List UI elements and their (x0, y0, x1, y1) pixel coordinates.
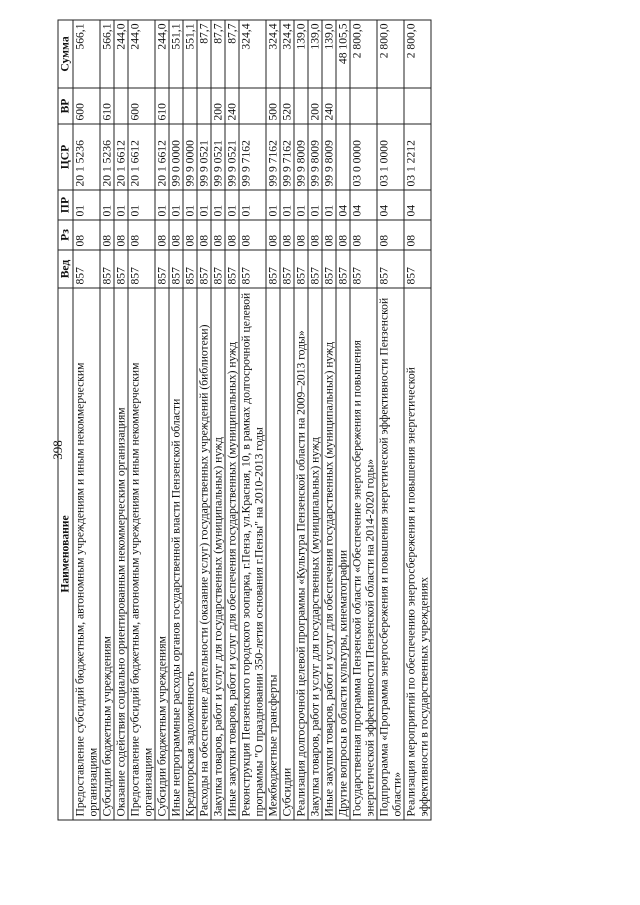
cell-vr: 200 (211, 88, 225, 124)
cell-ved: 857 (377, 250, 404, 288)
cell-ved: 857 (225, 250, 239, 288)
cell-name: Реализация долгосрочной целевой программы «Культура Пензенской области на 2009–2013 годы» (294, 288, 308, 820)
cell-ved: 857 (211, 250, 225, 288)
cell-sum: 566,1 (73, 20, 100, 88)
cell-ved: 857 (308, 250, 322, 288)
cell-pr: 04 (404, 190, 431, 220)
cell-rz: 08 (404, 220, 431, 250)
cell-name: Оказание содействия социально ориентированным некоммерческим организациям (114, 288, 128, 820)
cell-name: Государственная программа Пензенской области «Обеспечение энергосбережения и повышения энергетической эффективности Пензенской области на 2014-2020 годы» (350, 288, 377, 820)
cell-name: Закупка товаров, работ и услуг для государственных (муниципальных) нужд (211, 288, 225, 820)
cell-csr: 20 1 6612 (114, 124, 128, 190)
table-row (73, 20, 100, 820)
cell-pr: 01 (266, 190, 280, 220)
cell-sum: 2 800,0 (350, 20, 377, 88)
cell-vr: 500 (266, 88, 280, 124)
table-row (169, 20, 183, 820)
cell-name: Иные закупки товаров, работ и услуг для обеспечения государственных (муниципальных) нужд (225, 288, 239, 820)
cell-ved: 857 (239, 250, 266, 288)
header-rz: Рз (58, 220, 73, 250)
cell-rz: 08 (280, 220, 294, 250)
cell-name: Реализация мероприятий по обеспечению энергосбережения и повышения энергетической эффективности в государственных учреждениях (404, 288, 431, 820)
cell-pr: 01 (183, 190, 197, 220)
table-row (114, 20, 128, 820)
cell-name: Другие вопросы в области культуры, кинематографии (336, 288, 350, 820)
cell-vr: 520 (280, 88, 294, 124)
cell-rz: 08 (100, 220, 114, 250)
cell-csr: 99 9 0000 (183, 124, 197, 190)
cell-ved: 857 (294, 250, 308, 288)
cell-ved: 857 (280, 250, 294, 288)
cell-name: Иные непрограммные расходы органов государственной власти Пензенской области (169, 288, 183, 820)
table-row (183, 20, 197, 820)
cell-name: Реконструкция Пензенского городского зоопарка, г.Пенза, ул.Красная, 10, в рамках долгосрочной целевой программы "О праздновании 350-летия основания г.Пензы" на 2010-2013 годы (239, 288, 266, 820)
cell-sum: 87,7 (211, 20, 225, 88)
header-pr: ПР (58, 190, 73, 220)
cell-vr: 600 (128, 88, 155, 124)
cell-sum: 87,7 (225, 20, 239, 88)
cell-vr (377, 88, 404, 124)
cell-rz: 08 (350, 220, 377, 250)
cell-name: Субсидии (280, 288, 294, 820)
cell-pr: 01 (239, 190, 266, 220)
cell-pr: 01 (100, 190, 114, 220)
cell-ved: 857 (73, 250, 100, 288)
cell-ved: 857 (128, 250, 155, 288)
cell-pr: 01 (155, 190, 169, 220)
cell-pr: 01 (294, 190, 308, 220)
table-row (100, 20, 114, 820)
cell-csr: 99 0 0000 (169, 124, 183, 190)
cell-vr: 610 (155, 88, 169, 124)
cell-ved: 857 (114, 250, 128, 288)
cell-csr: 99 9 8009 (322, 124, 336, 190)
table-row (404, 20, 431, 820)
cell-rz: 08 (377, 220, 404, 250)
cell-ved: 857 (350, 250, 377, 288)
cell-rz: 08 (128, 220, 155, 250)
cell-rz: 08 (183, 220, 197, 250)
table-row (377, 20, 404, 820)
cell-pr: 01 (280, 190, 294, 220)
cell-name: Субсидии бюджетным учреждениям (100, 288, 114, 820)
cell-sum: 2 800,0 (404, 20, 431, 88)
cell-csr: 99 9 0521 (197, 124, 211, 190)
cell-pr: 01 (128, 190, 155, 220)
cell-pr: 01 (73, 190, 100, 220)
cell-name: Кредиторская задолженность (183, 288, 197, 820)
cell-rz: 08 (322, 220, 336, 250)
cell-pr: 04 (377, 190, 404, 220)
cell-sum: 139,0 (294, 20, 308, 88)
cell-pr: 04 (350, 190, 377, 220)
cell-rz: 08 (169, 220, 183, 250)
cell-pr: 01 (169, 190, 183, 220)
cell-rz: 08 (308, 220, 322, 250)
cell-sum: 2 800,0 (377, 20, 404, 88)
cell-sum: 551,1 (183, 20, 197, 88)
header-csr: ЦСР (58, 124, 73, 190)
cell-csr (336, 124, 350, 190)
table-row (350, 20, 377, 820)
cell-rz: 08 (294, 220, 308, 250)
cell-csr: 99 9 0521 (211, 124, 225, 190)
cell-sum: 87,7 (197, 20, 211, 88)
cell-name: Предоставление субсидий бюджетным, автономным учреждениям и иным некоммерческим организациям (73, 288, 100, 820)
cell-csr: 99 9 7162 (239, 124, 266, 190)
cell-rz: 08 (211, 220, 225, 250)
header-vr: ВР (58, 88, 73, 124)
cell-rz: 08 (239, 220, 266, 250)
cell-name: Межбюджетные трансферты (266, 288, 280, 820)
cell-vr (404, 88, 431, 124)
table-row (294, 20, 308, 820)
cell-csr: 03 0 0000 (350, 124, 377, 190)
cell-vr (114, 88, 128, 124)
cell-pr: 01 (197, 190, 211, 220)
cell-name: Предоставление субсидий бюджетным, автономным учреждениям и иным некоммерческим организациям (128, 288, 155, 820)
cell-pr: 01 (225, 190, 239, 220)
cell-sum: 324,4 (280, 20, 294, 88)
cell-name: Расходы на обеспечение деятельности (оказание услуг) государственных учреждений (библиотеки) (197, 288, 211, 820)
cell-csr: 20 1 5236 (100, 124, 114, 190)
table-header (58, 20, 73, 820)
table-row (197, 20, 211, 820)
cell-rz: 08 (266, 220, 280, 250)
cell-csr: 99 9 7162 (280, 124, 294, 190)
table-row (266, 20, 280, 820)
cell-ved: 857 (197, 250, 211, 288)
cell-ved: 857 (404, 250, 431, 288)
table-row (280, 20, 294, 820)
cell-csr: 03 1 2212 (404, 124, 431, 190)
cell-csr: 20 1 5236 (73, 124, 100, 190)
table-row (308, 20, 322, 820)
cell-sum: 139,0 (322, 20, 336, 88)
cell-sum: 566,1 (100, 20, 114, 88)
budget-table (58, 20, 432, 821)
cell-ved: 857 (155, 250, 169, 288)
table-row (239, 20, 266, 820)
cell-csr: 99 9 0521 (225, 124, 239, 190)
table-row (322, 20, 336, 820)
cell-pr: 01 (114, 190, 128, 220)
rotated-budget-table (58, 21, 593, 821)
cell-rz: 08 (197, 220, 211, 250)
cell-csr: 20 1 6612 (155, 124, 169, 190)
cell-pr: 01 (308, 190, 322, 220)
cell-csr: 99 9 8009 (308, 124, 322, 190)
cell-ved: 857 (169, 250, 183, 288)
cell-vr (169, 88, 183, 124)
cell-sum: 139,0 (308, 20, 322, 88)
table-row (155, 20, 169, 820)
cell-ved: 857 (266, 250, 280, 288)
table-row (336, 20, 350, 820)
cell-vr: 240 (225, 88, 239, 124)
page-number: 398 (50, 440, 65, 460)
cell-pr: 01 (322, 190, 336, 220)
cell-vr (336, 88, 350, 124)
cell-rz: 08 (114, 220, 128, 250)
cell-sum: 551,1 (169, 20, 183, 88)
cell-vr (294, 88, 308, 124)
cell-sum: 324,4 (266, 20, 280, 88)
cell-sum: 324,4 (239, 20, 266, 88)
header-sum: Сумма (58, 20, 73, 88)
table-row (128, 20, 155, 820)
header-ved: Вед (58, 250, 73, 288)
cell-sum: 244,0 (155, 20, 169, 88)
cell-sum: 48 105,5 (336, 20, 350, 88)
cell-csr: 99 9 7162 (266, 124, 280, 190)
table-row (211, 20, 225, 820)
cell-vr (183, 88, 197, 124)
cell-vr: 240 (322, 88, 336, 124)
cell-csr: 03 1 0000 (377, 124, 404, 190)
cell-rz: 08 (73, 220, 100, 250)
cell-vr (197, 88, 211, 124)
cell-name: Закупка товаров, работ и услуг для государственных (муниципальных) нужд (308, 288, 322, 820)
cell-vr: 600 (73, 88, 100, 124)
cell-csr: 99 9 8009 (294, 124, 308, 190)
cell-ved: 857 (183, 250, 197, 288)
cell-name: Подпрограмма «Программа энергосбережения и повышения энергетической эффективности Пензенской области» (377, 288, 404, 820)
cell-sum: 244,0 (114, 20, 128, 88)
cell-sum: 244,0 (128, 20, 155, 88)
cell-vr: 200 (308, 88, 322, 124)
cell-vr: 610 (100, 88, 114, 124)
cell-ved: 857 (100, 250, 114, 288)
cell-name: Субсидии бюджетным учреждениям (155, 288, 169, 820)
header-name: Наименование (58, 288, 73, 820)
cell-vr (350, 88, 377, 124)
cell-name: Иные закупки товаров, работ и услуг для обеспечения государственных (муниципальных) нужд (322, 288, 336, 820)
table-row (225, 20, 239, 820)
cell-ved: 857 (336, 250, 350, 288)
cell-vr (239, 88, 266, 124)
cell-rz: 08 (336, 220, 350, 250)
cell-rz: 08 (225, 220, 239, 250)
cell-rz: 08 (155, 220, 169, 250)
cell-pr: 04 (336, 190, 350, 220)
cell-csr: 20 1 6612 (128, 124, 155, 190)
cell-pr: 01 (211, 190, 225, 220)
cell-ved: 857 (322, 250, 336, 288)
